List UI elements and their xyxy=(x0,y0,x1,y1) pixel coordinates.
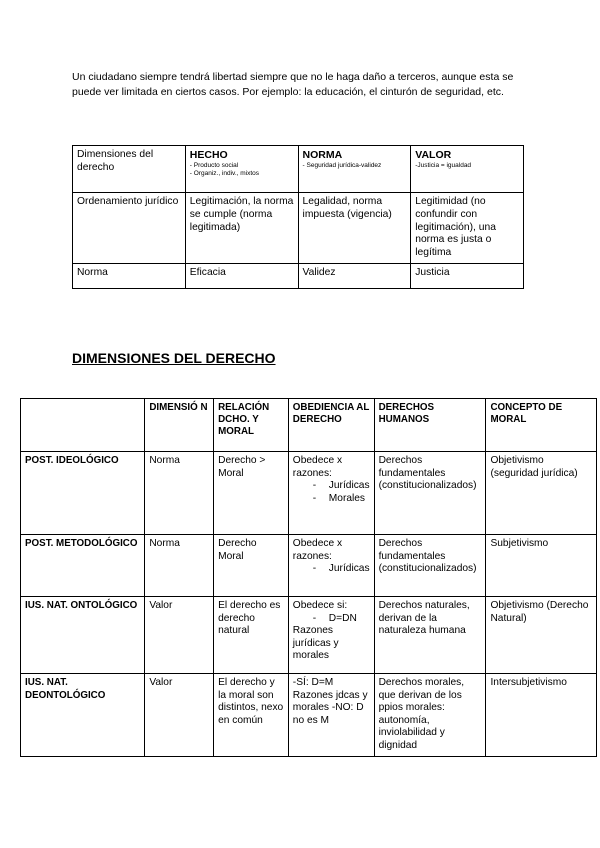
table-row xyxy=(73,193,524,264)
table-header-row xyxy=(21,399,597,452)
table-cell: Eficacia xyxy=(185,263,298,288)
table-cell: Derecho Moral xyxy=(214,535,289,597)
table-cell xyxy=(411,146,524,193)
reasons-list xyxy=(293,613,370,626)
column-heading: NORMA xyxy=(302,149,343,161)
reasons-list xyxy=(293,563,370,576)
column-subnote: - Seguridad jurídica-validez xyxy=(302,161,382,169)
table-cell xyxy=(288,597,374,674)
table-cell: Subjetivismo xyxy=(486,535,597,597)
dimensions-summary-table xyxy=(72,145,524,289)
table-cell: Objetivismo (seguridad jurídica) xyxy=(486,452,597,535)
table-cell: El derecho y la moral son distintos, nexo en común xyxy=(214,674,289,757)
table-cell: Objetivismo (Derecho Natural) xyxy=(486,597,597,674)
table-cell: Norma xyxy=(145,535,214,597)
table-cell: Valor xyxy=(145,674,214,757)
table-cell: Derechos fundamentales (constitucionalizados) xyxy=(374,452,486,535)
table-cell: -SÍ: D=M Razones jdcas y morales -NO: D no es M xyxy=(288,674,374,757)
cell-text: Obedece si: xyxy=(292,600,348,611)
column-heading: RELACIÓN DCHO. Y MORAL xyxy=(214,399,289,452)
table-cell: Legalidad, norma impuesta (vigencia) xyxy=(298,193,411,264)
table-cell xyxy=(298,146,411,193)
table-cell: Justicia xyxy=(411,263,524,288)
reasons-list xyxy=(293,480,370,505)
section-title: DIMENSIONES DEL DERECHO xyxy=(72,350,276,366)
cell-text: Obedece x razones: xyxy=(292,538,343,562)
dimensions-detail-table xyxy=(20,398,597,757)
table-row xyxy=(21,597,597,674)
table-cell: Valor xyxy=(145,597,214,674)
table-cell: Derechos fundamentales (constitucionalizados) xyxy=(374,535,486,597)
list-item: - Jurídicas xyxy=(293,480,370,493)
cell-text: Obedece x razones: xyxy=(292,455,343,479)
table-cell xyxy=(21,399,145,452)
table-cell: Validez xyxy=(298,263,411,288)
table-cell: Legitimidad (no confundir con legitimación), una norma es justa o legítima xyxy=(411,193,524,264)
row-heading: POST. IDEOLÓGICO xyxy=(21,452,145,535)
row-heading: IUS. NAT. ONTOLÓGICO xyxy=(21,597,145,674)
table-cell: Intersubjetivismo xyxy=(486,674,597,757)
table-row xyxy=(21,674,597,757)
table-cell: Norma xyxy=(145,452,214,535)
column-heading: VALOR xyxy=(415,149,452,161)
table-cell: El derecho es derecho natural xyxy=(214,597,289,674)
row-heading: IUS. NAT. DEONTOLÓGICO xyxy=(21,674,145,757)
list-item: - Jurídicas xyxy=(293,563,370,576)
column-heading: HECHO xyxy=(189,149,228,161)
column-heading: DIMENSIÓ N xyxy=(145,399,214,452)
table-cell: Dimensiones del derecho xyxy=(73,146,186,193)
table-cell: Legitimación, la norma se cumple (norma legitimada) xyxy=(185,193,298,264)
column-subnote: -Justicia = igualdad xyxy=(415,161,472,169)
cell-text: Razones jurídicas y morales xyxy=(292,625,339,662)
table-cell xyxy=(185,146,298,193)
column-subnote: - Organiz., indiv., mixtos xyxy=(189,169,260,177)
column-heading: DERECHOS HUMANOS xyxy=(374,399,486,452)
table-row xyxy=(73,263,524,288)
list-item: - D=DN xyxy=(293,613,370,626)
table-cell: Derechos morales, que derivan de los ppios morales: autonomía, inviolabilidad y dignidad xyxy=(374,674,486,757)
table-cell xyxy=(288,535,374,597)
table-header-row xyxy=(73,146,524,193)
table-row xyxy=(21,452,597,535)
row-heading: POST. METODOLÓGICO xyxy=(21,535,145,597)
list-item: - Morales xyxy=(293,493,370,506)
table-cell: Ordenamiento jurídico xyxy=(73,193,186,264)
column-subnote: - Producto social xyxy=(189,161,239,169)
table-cell: Derecho > Moral xyxy=(214,452,289,535)
intro-paragraph: Un ciudadano siempre tendrá libertad siempre que no le haga daño a terceros, aunque esta se puede ver limitada en ciertos casos. Por ejemplo: la educación, el cinturón de seguridad, etc. xyxy=(72,71,514,98)
table-cell: Norma xyxy=(73,263,186,288)
table-row xyxy=(21,535,597,597)
column-heading: OBEDIENCIA AL DERECHO xyxy=(288,399,374,452)
table-cell: Derechos naturales, derivan de la naturaleza humana xyxy=(374,597,486,674)
table-cell xyxy=(288,452,374,535)
column-heading: CONCEPTO DE MORAL xyxy=(486,399,597,452)
